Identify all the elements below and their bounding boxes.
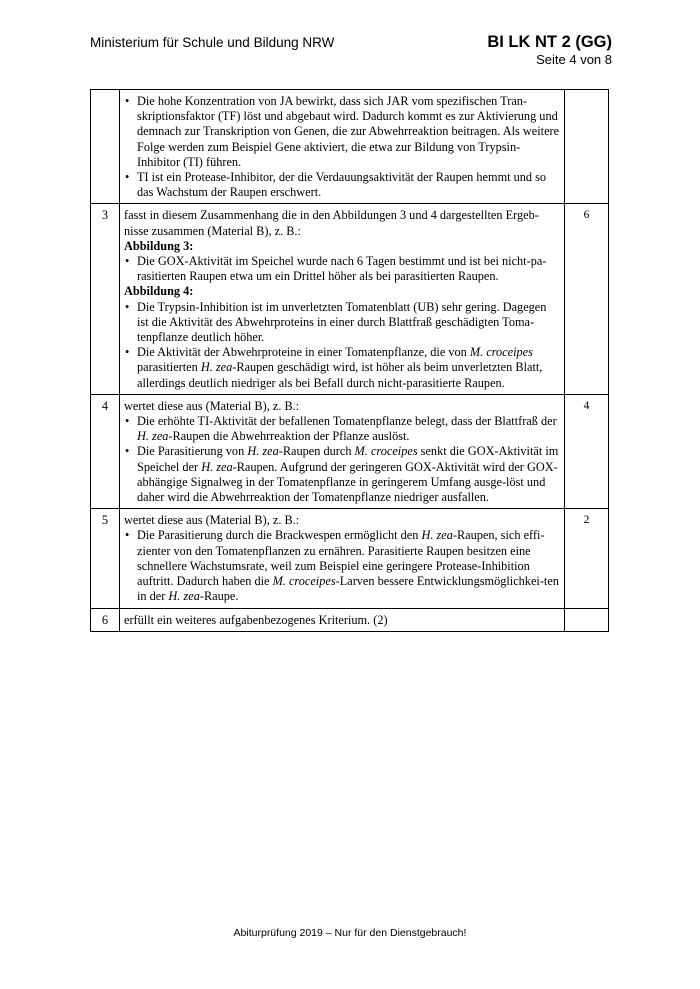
list-item: • Die Trypsin-Inhibition ist im unverletzten Tomatenblatt (UB) sehr gering. Dagegen ist die Aktivität des Abwehrproteins in einer durch Blattfraß geschädigten Toma-tenpflanze deutlich höher. — [124, 300, 560, 346]
exam-code: BI LK NT 2 (GG) — [487, 33, 612, 51]
document-header — [487, 33, 612, 67]
row-content — [120, 509, 565, 608]
row-content — [120, 90, 565, 204]
list-item: • Die hohe Konzentration von JA bewirkt, dass sich JAR vom spezifischen Tran-skriptionsfaktor (TF) löst und abgebaut wird. Dadurch kommt es zur Aktivierung und demnach zur Transkription von Genen, die zur Abwehrreaktion beitragen. Als weitere Folge werden zum Beispiel Gene aktiviert, die etwa zur Bildung von Trypsin-Inhibitor (TI) führen. — [124, 94, 560, 170]
row-content — [120, 204, 565, 394]
row-points: 6 — [565, 204, 609, 394]
subheading: Abbildung 4: — [124, 284, 194, 299]
list-item: • Die Aktivität der Abwehrproteine in einer Tomatenpflanze, die von M. croceipes parasitierten H. zea-Raupen geschädigt wird, ist höher als beim unverletzten Blatt, allerdings deutlich niedriger als bei Befall durch nicht-parasitierte Raupen. — [124, 345, 560, 391]
row-number: 3 — [91, 204, 120, 394]
row-intro: fasst in diesem Zusammenhang die in den Abbildungen 3 und 4 dargestellten Ergeb-nisse zusammen (Material B), z. B.: — [124, 208, 539, 238]
row-number: 5 — [91, 509, 120, 608]
row-intro: wertet diese aus (Material B), z. B.: — [124, 513, 300, 528]
row-content: erfüllt ein weiteres aufgabenbezogenes Kriterium. (2) — [120, 608, 565, 631]
row-points — [565, 90, 609, 204]
row-points: 4 — [565, 394, 609, 508]
row-number: 6 — [91, 608, 120, 631]
table-row — [91, 509, 609, 608]
list-item: • Die Parasitierung von H. zea-Raupen durch M. croceipes senkt die GOX-Aktivität im Speichel der H. zea-Raupen. Aufgrund der geringeren GOX-Aktivität wird der GOX-abhängige Signalweg in der Tomatenpflanze in geringerem Umfang ausge-löst und daher wird die Abwehrreaktion der Tomatenpflanze niedriger ausfallen. — [124, 444, 560, 505]
table-row — [91, 608, 609, 631]
list-item: • Die Parasitierung durch die Brackwespen ermöglicht den H. zea-Raupen, sich effi-zienter von den Tomatenpflanzen zu ernähren. Parasitierte Raupen besitzen eine schnellere Wachstumsrate, weil zum Beispiel eine geringere Protease-Inhibition auftritt. Dadurch haben die M. croceipes-Larven bessere Entwicklungsmöglichkei-ten in der H. zea-Raupe. — [124, 528, 560, 604]
row-number: 4 — [91, 394, 120, 508]
row-number — [91, 90, 120, 204]
row-content — [120, 394, 565, 508]
expectation-table — [90, 89, 609, 632]
list-item: • TI ist ein Protease-Inhibitor, der die Verdauungsaktivität der Raupen hemmt und so das Wachstum der Raupen erschwert. — [124, 170, 560, 200]
row-intro: wertet diese aus (Material B), z. B.: — [124, 398, 300, 413]
list-item: • Die GOX-Aktivität im Speichel wurde nach 6 Tagen bestimmt und ist bei nicht-pa-rasitierten Raupen etwa um ein Drittel höher als bei parasitierten Raupen. — [124, 254, 560, 284]
list-item: • Die erhöhte TI-Aktivität der befallenen Tomatenpflanze belegt, dass der Blattfraß der H. zea-Raupen die Abwehrreaktion der Pflanze auslöst. — [124, 414, 560, 444]
ministry-name: Ministerium für Schule und Bildung NRW — [90, 35, 335, 50]
row-points: 2 — [565, 509, 609, 608]
page-number: Seite 4 von 8 — [536, 52, 612, 67]
subheading: Abbildung 3: — [124, 238, 194, 253]
table-row — [91, 394, 609, 508]
table-row — [91, 90, 609, 204]
row-points — [565, 608, 609, 631]
table-row — [91, 204, 609, 394]
page-footer: Abiturprüfung 2019 – Nur für den Dienstgebrauch! — [233, 927, 467, 939]
